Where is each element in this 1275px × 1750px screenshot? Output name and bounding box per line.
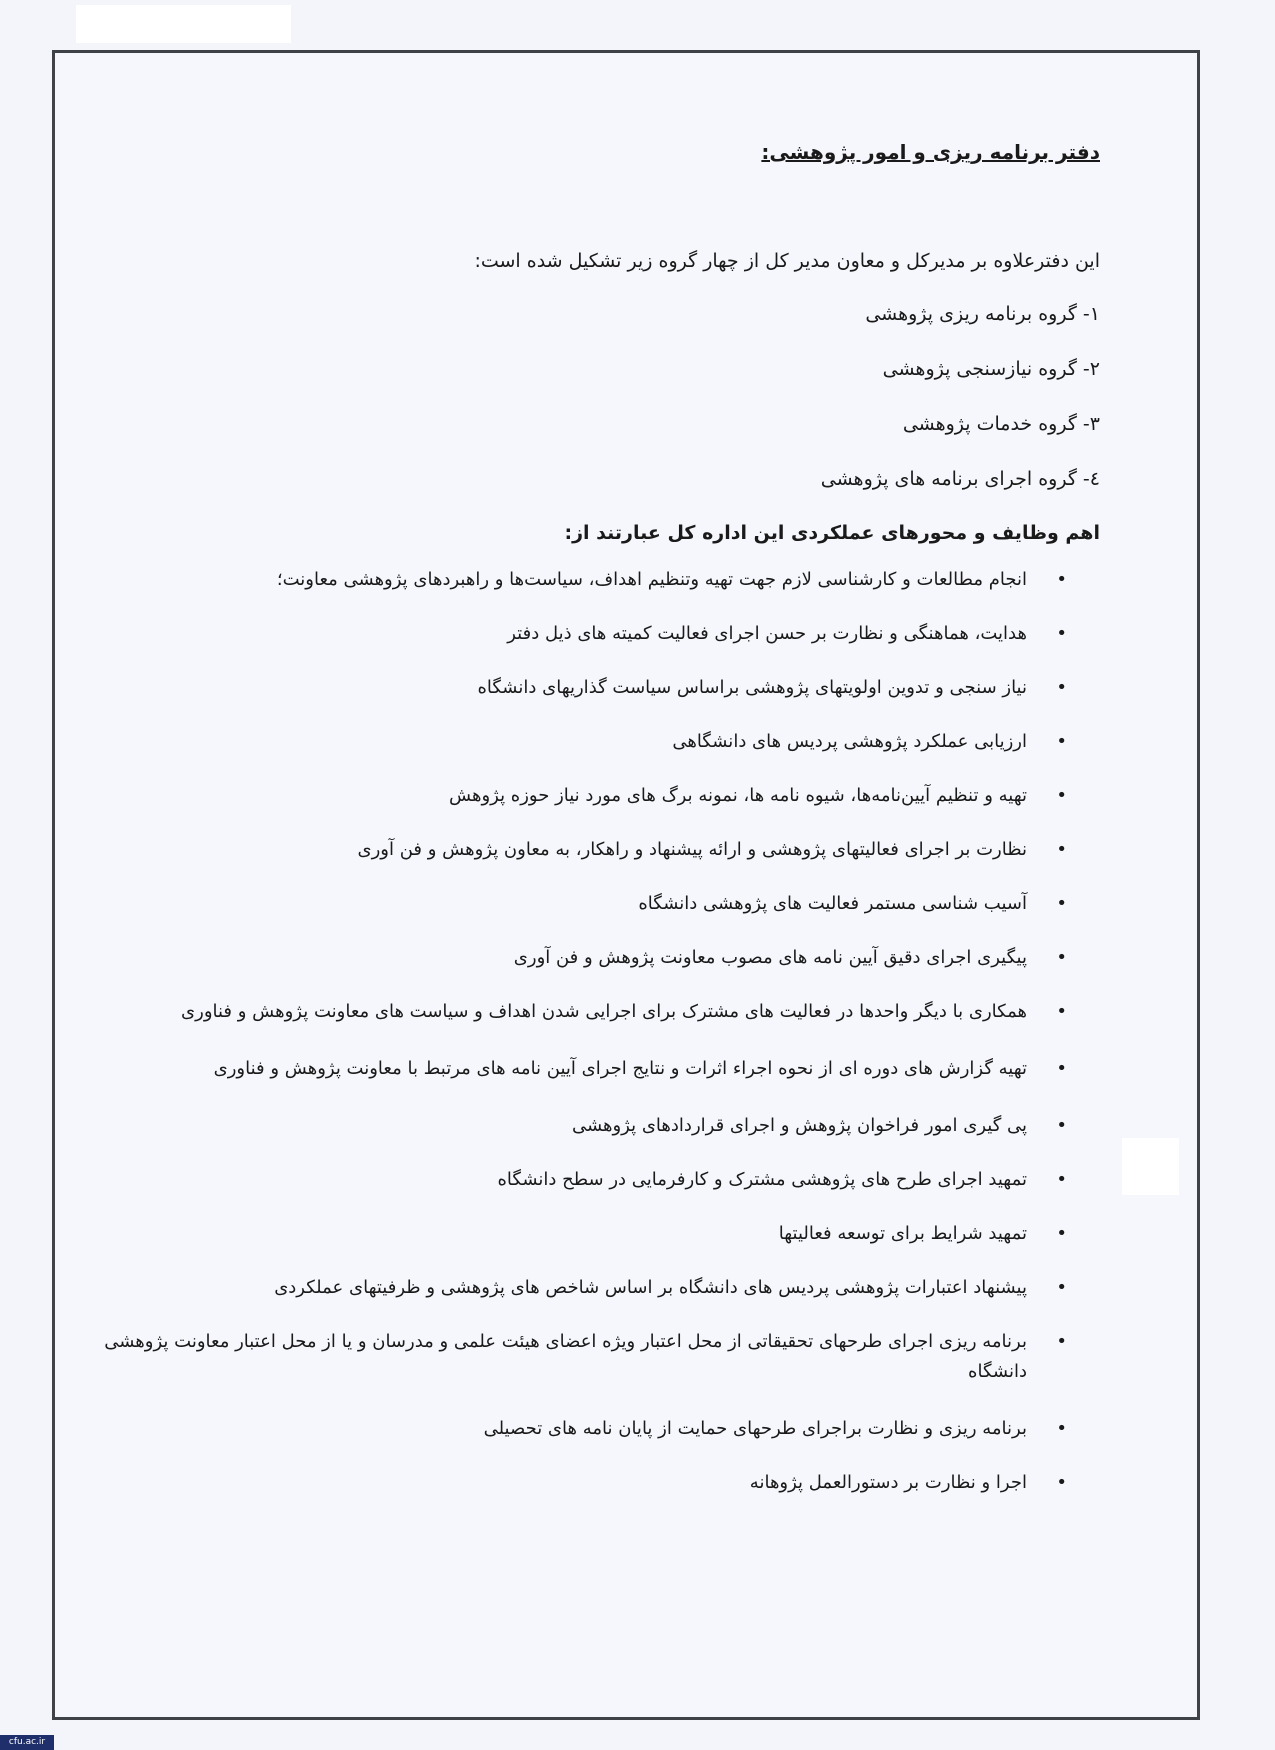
duty-item: • ارزیابی عملکرد پژوهشی پردیس های دانشگاهی bbox=[100, 727, 1100, 757]
duty-item: • نیاز سنجی و تدوین اولویتهای پژوهشی براساس سیاست گذاریهای دانشگاه bbox=[100, 673, 1100, 703]
scan-white-patch-right bbox=[1122, 1138, 1179, 1195]
scan-white-patch-top bbox=[76, 5, 291, 43]
duties-heading: اهم وظایف و محورهای عملکردی این اداره کل عبارتند از: bbox=[564, 522, 1100, 544]
duty-item: • برنامه ریزی اجرای طرحهای تحقیقاتی از محل اعتبار ویژه اعضای هیئت علمی و مدرسان و یا از محل اعتبار معاونت پژوهشی دانشگاه bbox=[100, 1327, 1100, 1387]
site-logo-badge[interactable]: cfu.ac.ir bbox=[0, 1735, 54, 1750]
duty-item: • تمهید شرایط برای توسعه فعالیتها bbox=[100, 1219, 1100, 1249]
group-item: ٤- گروه اجرای برنامه های پژوهشی bbox=[820, 468, 1100, 490]
duty-item: • هدایت، هماهنگی و نظارت بر حسن اجرای فعالیت کمیته های ذیل دفتر bbox=[100, 619, 1100, 649]
group-item: ۳- گروه خدمات پژوهشی bbox=[902, 413, 1100, 435]
duty-item: • تمهید اجرای طرح های پژوهشی مشترک و کارفرمایی در سطح دانشگاه bbox=[100, 1165, 1100, 1195]
duty-item: • انجام مطالعات و کارشناسی لازم جهت تهیه وتنظیم اهداف، سیاست‌ها و راهبردهای پژوهشی معاونت؛ bbox=[100, 565, 1100, 595]
duty-item: • پیگیری اجرای دقیق آیین نامه های مصوب معاونت پژوهش و فن آوری bbox=[100, 943, 1100, 973]
group-item: ۲- گروه نیازسنجی پژوهشی bbox=[882, 358, 1100, 380]
duty-item: • برنامه ریزی و نظارت براجرای طرحهای حمایت از پایان نامه های تحصیلی bbox=[100, 1414, 1100, 1444]
duty-item: • پی گیری امور فراخوان پژوهش و اجرای قراردادهای پژوهشی bbox=[100, 1111, 1100, 1141]
group-item: ۱- گروه برنامه ریزی پژوهشی bbox=[865, 303, 1100, 325]
duty-item: • نظارت بر اجرای فعالیتهای پژوهشی و ارائه پیشنهاد و راهکار، به معاون پژوهش و فن آوری bbox=[100, 835, 1100, 865]
duty-item: • تهیه و تنظیم آیین‌نامه‌ها، شیوه نامه ها، نمونه برگ های مورد نیاز حوزه پژوهش bbox=[100, 781, 1100, 811]
intro-paragraph: این دفترعلاوه بر مدیرکل و معاون مدیر کل از چهار گروه زیر تشکیل شده است: bbox=[474, 250, 1100, 272]
duty-item: • تهیه گزارش های دوره ای از نحوه اجراء اثرات و نتایج اجرای آیین نامه های مرتبط با معاونت پژوهش و فناوری bbox=[100, 1054, 1100, 1084]
duty-item: • پیشنهاد اعتبارات پژوهشی پردیس های دانشگاه بر اساس شاخص های پژوهشی و ظرفیتهای عملکردی bbox=[100, 1273, 1100, 1303]
duty-item: • اجرا و نظارت بر دستورالعمل پژوهانه bbox=[100, 1468, 1100, 1498]
duties-list bbox=[100, 565, 1100, 1522]
duty-item: • همکاری با دیگر واحدها در فعالیت های مشترک برای اجرایی شدن اهداف و سیاست های معاونت پژوهش و فناوری bbox=[100, 997, 1100, 1027]
duty-item: • آسیب شناسی مستمر فعالیت های پژوهشی دانشگاه bbox=[100, 889, 1100, 919]
document-title: دفتر برنامه ریزی و امور پژوهشی: bbox=[761, 140, 1100, 164]
